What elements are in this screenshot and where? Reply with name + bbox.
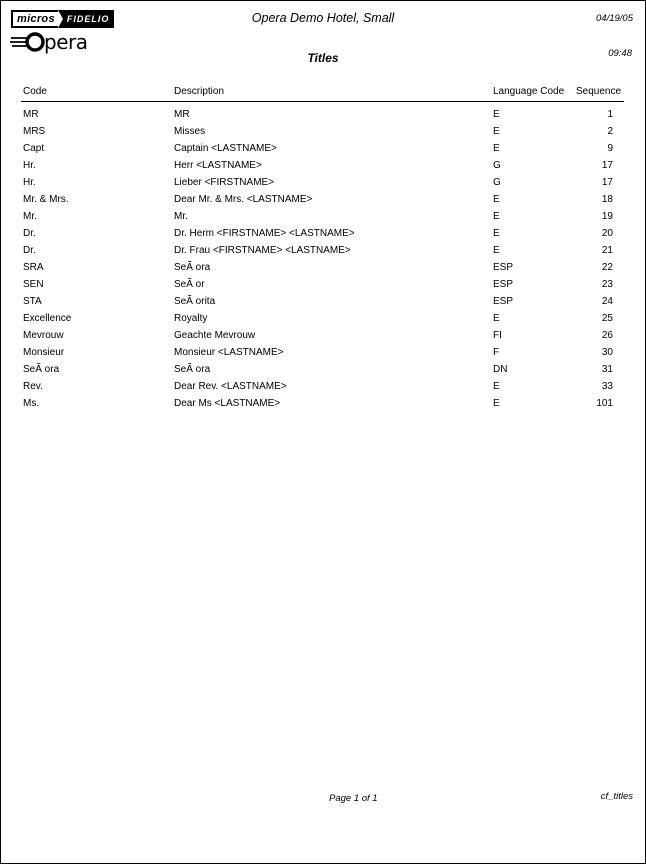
cell-language-code: G	[493, 177, 501, 188]
cell-sequence: 24	[601, 296, 613, 307]
table-row	[21, 157, 624, 174]
table-row	[21, 395, 624, 412]
table-body	[21, 102, 624, 412]
cell-language-code: E	[493, 245, 500, 256]
cell-sequence: 1	[607, 109, 613, 120]
column-header-language-code: Language Code	[493, 86, 565, 97]
cell-code: Excellence	[23, 313, 72, 324]
column-header-sequence: Sequence	[576, 86, 622, 97]
cell-language-code: E	[493, 381, 500, 392]
cell-description: SeÃ orita	[174, 296, 216, 307]
cell-code: MRS	[23, 126, 46, 137]
column-header-description: Description	[174, 86, 225, 97]
cell-language-code: F	[493, 347, 500, 358]
table-row	[21, 242, 624, 259]
cell-sequence: 33	[601, 381, 613, 392]
titles-table	[21, 85, 624, 412]
table-row	[21, 191, 624, 208]
page-indicator: Page 1 of 1	[329, 793, 378, 804]
cell-language-code: E	[493, 313, 500, 324]
cell-description: Dr. Frau <FIRSTNAME> <LASTNAME>	[174, 245, 351, 256]
report-date: 04/19/05	[596, 13, 633, 24]
cell-sequence: 17	[601, 177, 613, 188]
cell-language-code: ESP	[493, 279, 514, 290]
cell-sequence: 101	[596, 398, 613, 409]
cell-description: Geachte Mevrouw	[174, 330, 256, 341]
cell-code: Mevrouw	[23, 330, 64, 341]
report-time: 09:48	[608, 48, 632, 59]
cell-sequence: 2	[607, 126, 613, 137]
table-row	[21, 344, 624, 361]
cell-description: Royalty	[174, 313, 208, 324]
cell-code: Hr.	[23, 160, 36, 171]
cell-description: Dr. Herm <FIRSTNAME> <LASTNAME>	[174, 228, 355, 239]
cell-code: SRA	[23, 262, 44, 273]
cell-sequence: 30	[601, 347, 613, 358]
cell-language-code: E	[493, 211, 500, 222]
report-title: Titles	[307, 51, 339, 65]
hotel-name: Opera Demo Hotel, Small	[251, 11, 395, 25]
cell-sequence: 25	[601, 313, 613, 324]
table-row	[21, 310, 624, 327]
column-header-code: Code	[23, 86, 47, 97]
cell-code: Rev.	[23, 381, 43, 392]
cell-code: Capt	[23, 143, 45, 154]
cell-sequence: 26	[601, 330, 613, 341]
table-row	[21, 327, 624, 344]
cell-description: SeÃ ora	[174, 262, 211, 273]
cell-sequence: 19	[601, 211, 613, 222]
cell-description: Misses	[174, 126, 206, 137]
cell-description: MR	[174, 109, 190, 120]
cell-code: Monsieur	[23, 347, 65, 358]
cell-language-code: FI	[493, 330, 502, 341]
cell-language-code: E	[493, 126, 500, 137]
cell-language-code: E	[493, 109, 500, 120]
cell-code: Dr.	[23, 245, 36, 256]
cell-sequence: 17	[601, 160, 613, 171]
cell-code: Mr.	[23, 211, 37, 222]
cell-language-code: E	[493, 228, 500, 239]
cell-code: Ms.	[23, 398, 40, 409]
cell-sequence: 18	[601, 194, 613, 205]
table-row	[21, 378, 624, 395]
opera-wordmark: pera	[44, 30, 88, 54]
table-row	[21, 259, 624, 276]
cell-sequence: 23	[601, 279, 613, 290]
micros-logo-text: micros	[11, 10, 58, 28]
cell-language-code: DN	[493, 364, 508, 375]
cell-language-code: E	[493, 194, 500, 205]
table-row	[21, 276, 624, 293]
cell-sequence: 20	[601, 228, 613, 239]
cell-code: SEN	[23, 279, 44, 290]
table-row	[21, 208, 624, 225]
cell-description: Dear Rev. <LASTNAME>	[174, 381, 287, 392]
cell-description: SeÃ or	[174, 279, 205, 290]
cell-sequence: 31	[601, 364, 613, 375]
cell-sequence: 22	[601, 262, 613, 273]
cell-code: MR	[23, 109, 39, 120]
table-row	[21, 293, 624, 310]
fidelio-logo-text: FIDELIO	[58, 10, 115, 28]
table-row	[21, 361, 624, 378]
cell-language-code: G	[493, 160, 501, 171]
cell-language-code: E	[493, 398, 500, 409]
cell-description: Lieber <FIRSTNAME>	[174, 177, 275, 188]
cell-sequence: 21	[601, 245, 613, 256]
cell-description: Captain <LASTNAME>	[174, 143, 277, 154]
cell-description: Dear Ms <LASTNAME>	[174, 398, 281, 409]
cell-description: Dear Mr. & Mrs. <LASTNAME>	[174, 194, 313, 205]
cell-language-code: ESP	[493, 262, 514, 273]
cell-description: SeÃ ora	[174, 364, 211, 375]
report-id: cf_titles	[600, 791, 633, 802]
cell-sequence: 9	[607, 143, 613, 154]
table-row	[21, 140, 624, 157]
cell-code: STA	[23, 296, 42, 307]
table-row	[21, 174, 624, 191]
table-row	[21, 106, 624, 123]
table-header-row	[21, 85, 624, 98]
cell-code: Mr. & Mrs.	[23, 194, 69, 205]
cell-code: Hr.	[23, 177, 36, 188]
cell-code: Dr.	[23, 228, 36, 239]
cell-description: Mr.	[174, 211, 188, 222]
table-row	[21, 225, 624, 242]
table-row	[21, 123, 624, 140]
cell-code: SeÃ ora	[23, 364, 60, 375]
cell-description: Herr <LASTNAME>	[174, 160, 262, 171]
cell-description: Monsieur <LASTNAME>	[174, 347, 284, 358]
cell-language-code: E	[493, 143, 500, 154]
cell-language-code: ESP	[493, 296, 514, 307]
